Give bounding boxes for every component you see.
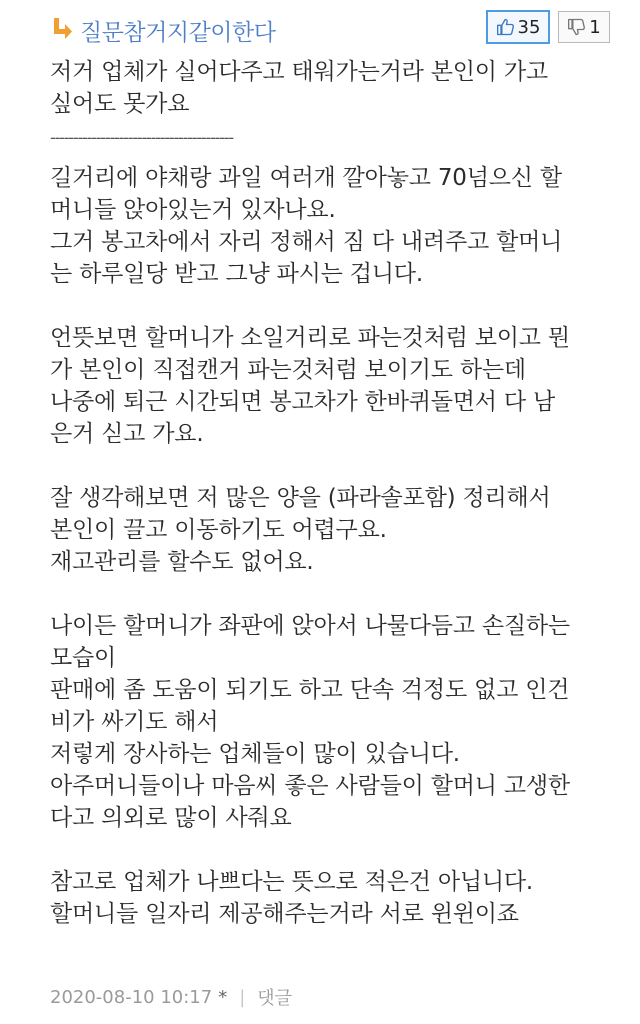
comment-line: 참고로 업체가 나쁘다는 뜻으로 적은건 아닙니다. — [50, 869, 534, 895]
comment-paragraph — [50, 610, 620, 834]
comment-paragraph — [50, 866, 620, 930]
author-nickname[interactable]: 질문참거지같이한다 — [80, 20, 276, 46]
comment-line: 길거리에 야채랑 과일 여러개 깔아놓고 70넘으신 할 — [50, 165, 562, 191]
comment-line: 판매에 좀 도움이 되기도 하고 단속 걱정도 없고 인건 — [50, 677, 570, 703]
comment-paragraph — [50, 162, 620, 290]
comment-timestamp: 2020-08-10 10:17 — [50, 986, 213, 1008]
comment-line: 그거 봉고차에서 자리 정해서 짐 다 내려주고 할머니 — [50, 229, 563, 255]
divider-line: ---------------------------------------- — [50, 128, 233, 147]
comment-line: 모습이 — [50, 645, 117, 671]
comment-line: 저거 업체가 실어다주고 태워가는거라 본인이 가고 — [50, 59, 548, 85]
comment-paragraph — [50, 322, 620, 450]
comment-paragraph — [50, 56, 620, 120]
comment-footer — [50, 984, 292, 1010]
footer-separator: | — [239, 986, 246, 1008]
thumbs-down-icon — [567, 17, 587, 37]
comment-line: 언뜻보면 할머니가 소일거리로 파는것처럼 보이고 뭔 — [50, 325, 570, 351]
comment-line: 저렇게 장사하는 업체들이 많이 있습니다. — [50, 741, 460, 767]
downvote-count: 1 — [589, 16, 601, 38]
comment-line: 나중에 퇴근 시간되면 봉고차가 한바퀴돌면서 다 남 — [50, 389, 556, 415]
comment-line: 재고관리를 할수도 없어요. — [50, 549, 314, 575]
timestamp-star: * — [218, 986, 228, 1008]
reply-link[interactable]: 댓글 — [257, 988, 293, 1009]
comment-line: 다고 의외로 많이 사줘요 — [50, 805, 292, 831]
comment-line: 본인이 끌고 이동하기도 어렵구요. — [50, 517, 387, 543]
comment-header — [50, 10, 620, 46]
comment-line: 가 본인이 직접캔거 파는것처럼 보이기도 하는데 — [50, 357, 526, 383]
comment-paragraph — [50, 482, 620, 578]
comment-line: 머니들 앉아있는거 있자나요. — [50, 197, 336, 223]
comment-line: 아주머니들이나 마음씨 좋은 사람들이 할머니 고생한 — [50, 773, 570, 799]
reply-arrow-icon — [50, 16, 74, 40]
comment-body — [50, 56, 620, 930]
upvote-button[interactable] — [486, 10, 550, 44]
comment-line: 잘 생각해보면 저 많은 양을 (파라솔포함) 정리해서 — [50, 485, 551, 511]
comment-line: 나이든 할머니가 좌판에 앉아서 나물다듬고 손질하는 — [50, 613, 570, 639]
comment-line: 는 하루일당 받고 그냥 파시는 겁니다. — [50, 261, 423, 287]
comment-line: 비가 싸기도 해서 — [50, 709, 219, 735]
downvote-button[interactable] — [558, 11, 610, 43]
upvote-count: 35 — [517, 16, 541, 38]
comment-line: 싶어도 못가요 — [50, 91, 190, 117]
comment-line: 은거 싣고 가요. — [50, 421, 204, 447]
thumbs-up-icon — [496, 17, 516, 37]
comment-line: 할머니들 일자리 제공해주는거라 서로 윈윈이죠 — [50, 901, 519, 927]
